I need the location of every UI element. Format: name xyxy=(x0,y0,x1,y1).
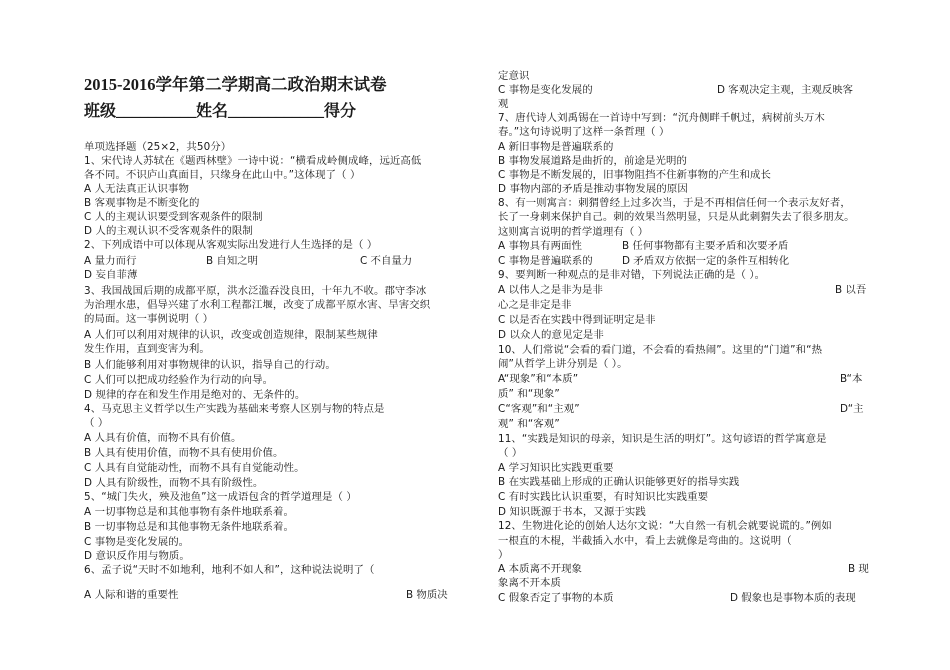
question-12-option-b: B 现 xyxy=(848,563,869,575)
question-5-option-b: B 一切事物总是和其他事物无条件地联系着。 xyxy=(84,521,294,533)
question-6-option-b: B 物质决 xyxy=(406,589,448,601)
question-9-option-c: C 以是否在实践中得到证明定是非 xyxy=(498,314,656,326)
question-2-text: 2、下列成语中可以体现从客观实际出发进行人生选择的是（ ） xyxy=(84,239,378,251)
question-3-text: 3、我国战国后期的成都平原，洪水泛滥吞没良田，十年九不收。郡守李冰 xyxy=(84,285,427,297)
question-11-option-c: C 有时实践比认识重要，有时知识比实践重要 xyxy=(498,491,709,503)
question-1-option-a: A 人无法真正认识事物 xyxy=(84,183,190,195)
question-10-option-b-continued: 质” 和“现象” xyxy=(498,388,560,400)
question-8-option-a: A 事物具有两面性 xyxy=(498,240,583,252)
question-3-option-a: 发生作用，直到变害为利。 xyxy=(84,343,210,355)
question-12-option-c: C 假象否定了事物的本质 xyxy=(498,592,614,604)
question-3-text: 的局面。这一事例说明（ ） xyxy=(84,313,214,325)
student-info-line: 班级__________姓名____________得分 xyxy=(84,103,357,120)
question-7-option-b: B 事物发展道路是曲折的，前途是光明的 xyxy=(498,155,687,167)
question-6-option-d: D 客观决定主观，主观反映客 xyxy=(717,84,853,96)
question-1-option-c: C 人的主观认识要受到客观条件的限制 xyxy=(84,211,263,223)
question-7-option-d: D 事物内部的矛盾是推动事物发展的原因 xyxy=(498,183,688,195)
exam-title: 2015-2016学年第二学期高二政治期末试卷 xyxy=(84,75,387,94)
question-8-text: 长了一身刺来保护自己。刺的效果当然明显，只是从此刺猬失去了很多朋友。 xyxy=(498,211,855,223)
question-12-option-b-continued: 象离不开本质 xyxy=(498,577,561,589)
question-5-option-a: A 一切事物总是和其他事物有条件地联系着。 xyxy=(84,506,294,518)
question-4-option-a: A 人具有价值，而物不具有价值。 xyxy=(84,432,242,444)
section-heading: 单项选择题（25×2，共50分） xyxy=(84,141,232,153)
question-7-option-c: C 事物是不断发展的，旧事物阻挡不住新事物的产生和成长 xyxy=(498,169,772,181)
question-5-option-d: D 意识反作用与物质。 xyxy=(84,550,190,562)
question-2-option-c: C 不自量力 xyxy=(360,255,413,267)
question-8-text: 这则寓言说明的哲学道理有（ ） xyxy=(498,226,649,238)
question-4-option-c: C 人具有自觉能动性，而物不具有自觉能动性。 xyxy=(84,462,305,474)
question-5-text: 5、“城门失火，殃及池鱼”这一成语包含的哲学道理是（ ） xyxy=(84,491,357,503)
question-12-option-a: A 本质离不开现象 xyxy=(498,563,583,575)
question-8-option-d: D 矛盾双方依据一定的条件互相转化 xyxy=(622,255,790,267)
question-7-text: 7、唐代诗人刘禹锡在一首诗中写到：“沉舟侧畔千帆过，病树前头万木 xyxy=(498,112,825,124)
question-3-option-d: D 规律的存在和发生作用是绝对的、无条件的。 xyxy=(84,389,306,401)
question-10-option-b: B“本 xyxy=(840,373,863,385)
question-1-text: 各不同。不识庐山真面目，只缘身在此山中。”这体现了（ ） xyxy=(84,169,361,181)
question-6-option-d-continued: 观 xyxy=(498,98,509,110)
question-11-option-a: A 学习知识比实践更重要 xyxy=(498,462,614,474)
question-10-text: 10、人们常说“会看的看门道，不会看的看热闹”。这里的“门道”和“热 xyxy=(498,344,823,356)
question-10-option-d-continued: 观” 和“客观” xyxy=(498,418,560,430)
question-8-text: 8、有一则寓言：刺猬曾经上过多次当，于是不再相信任何一个表示友好者， xyxy=(498,197,851,209)
question-7-text: 春。”这句诗说明了这样一条哲理（ ） xyxy=(498,126,670,138)
question-9-option-b: B 以吾 xyxy=(835,284,867,296)
question-8-option-b: B 任何事物都有主要矛盾和次要矛盾 xyxy=(622,240,789,252)
question-10-option-a: A“现象”和“本质” xyxy=(498,373,579,385)
question-11-option-d: D 知识既源于书本，又源于实践 xyxy=(498,506,646,518)
question-12-text: 12、生物进化论的创始人达尔文说：“大自然一有机会就要说谎的。”例如 xyxy=(498,520,832,532)
question-3-option-b: B 人们能够利用对事物规律的认识，指导自己的行动。 xyxy=(84,359,336,371)
question-4-option-b: B 人具有使用价值，而物不具有使用价值。 xyxy=(84,447,284,459)
question-9-text: 9、要判断一种观点的是非对错，下列说法正确的是（ ）。 xyxy=(498,269,766,281)
question-1-option-b: B 客观事物是不断变化的 xyxy=(84,197,200,209)
question-10-option-d: D“主 xyxy=(840,403,864,415)
question-9-option-b-continued: 心之是非定是非 xyxy=(498,299,572,311)
question-2-option-a: A 量力而行 xyxy=(84,255,137,267)
question-5-option-c: C 事物是变化发展的。 xyxy=(84,536,190,548)
question-3-option-a: A 人们可以利用对规律的认识，改变或创造规律，限制某些规律 xyxy=(84,329,378,341)
question-9-option-d: D 以众人的意见定是非 xyxy=(498,329,604,341)
question-11-text: 11、“实践是知识的母亲，知识是生活的明灯”。这句谚语的哲学寓意是 xyxy=(498,433,827,445)
question-2-option-b: B 自知之明 xyxy=(206,255,258,267)
question-2-option-d: D 妄自菲薄 xyxy=(84,269,138,281)
question-7-option-a: A 新旧事物是普遍联系的 xyxy=(498,141,614,153)
question-12-text: 一根直的木棍，半截插入水中，看上去就像是弯曲的。这说明（ xyxy=(498,535,792,547)
question-12-option-d: D 假象也是事物本质的表现 xyxy=(730,592,856,604)
question-10-text: 闹”从哲学上讲分别是（ ）。 xyxy=(498,358,628,370)
question-4-text: 4、马克思主义哲学以生产实践为基础来考察人区别与物的特点是 xyxy=(84,403,385,415)
question-3-text: 为治理水患，倡导兴建了水利工程都江堰，改变了成都平原水害、旱害交织 xyxy=(84,299,431,311)
question-3-option-c: C 人们可以把成功经验作为行动的向导。 xyxy=(84,374,274,386)
question-4-option-d: D 人具有阶级性，而物不具有阶级性。 xyxy=(84,477,264,489)
question-1-text: 1、宋代诗人苏轼在《题西林壁》一诗中说：“横看成岭侧成峰，远近高低 xyxy=(84,155,422,167)
question-10-option-c: C“客观”和“主观” xyxy=(498,403,580,415)
question-8-option-c: C 事物是普遍联系的 xyxy=(498,255,593,267)
question-9-option-a: A 以伟人之是非为是非 xyxy=(498,284,604,296)
question-6-option-a: A 人际和谐的重要性 xyxy=(84,589,179,601)
question-6-text: 6、孟子说“天时不如地利，地利不如人和”，这种说法说明了（ xyxy=(84,564,375,576)
question-6-option-b-continued: 定意识 xyxy=(498,70,530,82)
question-6-option-c: C 事物是变化发展的 xyxy=(498,84,593,96)
question-11-option-b: B 在实践基础上形成的正确认识能够更好的指导实践 xyxy=(498,476,740,488)
question-4-text: （ ） xyxy=(84,417,109,429)
question-12-text: ） xyxy=(498,549,509,561)
question-1-option-d: D 人的主观认识不受客观条件的限制 xyxy=(84,225,253,237)
question-11-text: （ ） xyxy=(498,447,523,459)
